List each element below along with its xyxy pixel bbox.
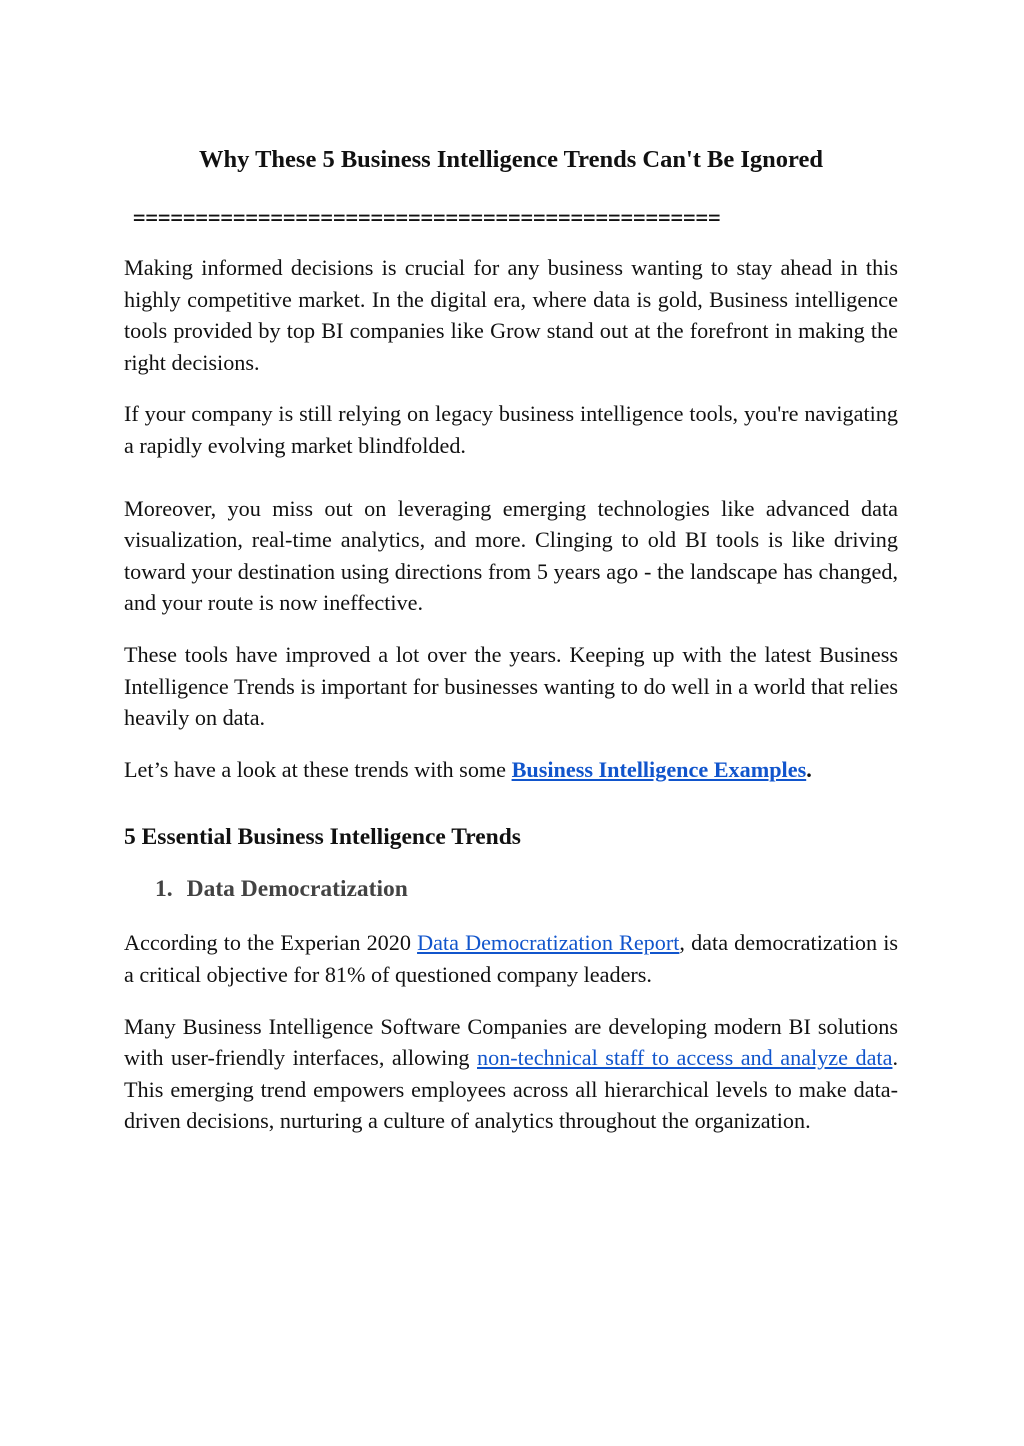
subsection-label: Data Democratization <box>186 876 408 903</box>
non-technical-staff-link[interactable]: non-technical staff to access and analyze data <box>477 1045 893 1071</box>
examples-period: . <box>806 756 812 782</box>
subsection-number: 1. <box>155 876 173 903</box>
software-text-after: . This emerging trend empowers employees across all hierarchical levels to make data-driven decisions, nurturing a culture of analytics throughout the organization. <box>124 1045 898 1134</box>
document-page <box>124 0 898 1137</box>
section-heading: 5 Essential Business Intelligence Trends <box>124 824 521 851</box>
improvement-paragraph: These tools have improved a lot over the years. Keeping up with the latest Business Intelligence Trends is important for businesses wanting to do well in a world that relies heavily on data. <box>124 641 898 731</box>
experian-text-before: According to the Experian 2020 <box>124 930 418 956</box>
software-companies-paragraph <box>124 1011 898 1137</box>
emerging-tech-paragraph: Moreover, you miss out on leveraging emerging technologies like advanced data visualization, real-time analytics, and more. Clinging to old BI tools is like driving toward your destination using directions from 5 years ago - the landscape has changed, and your route is now ineffective. <box>124 495 898 616</box>
examples-text: Let’s have a look at these trends with some <box>124 756 512 782</box>
intro-paragraph: Making informed decisions is crucial for any business wanting to stay ahead in this highly competitive market. In the digital era, where data is gold, Business intelligence tools provided by top BI companies like Grow stand out at the forefront in making the right decisions. <box>124 255 898 375</box>
business-intelligence-examples-link[interactable]: Business Intelligence Examples <box>511 756 807 782</box>
separator-rule: =============================================== <box>133 206 721 231</box>
software-text-before: Many Business Intelligence Software Companies are developing modern BI solutions with user-friendly interfaces, allowing <box>124 1013 898 1071</box>
subsection-heading <box>155 873 898 905</box>
experian-text-after: , data democratization is a critical objective for 81% of questioned company leaders. <box>124 930 898 987</box>
experian-paragraph <box>124 927 898 990</box>
document-title: Why These 5 Business Intelligence Trends Can't Be Ignored <box>199 146 823 173</box>
examples-paragraph <box>124 754 898 786</box>
data-democratization-report-link[interactable]: Data Democratization Report <box>417 930 680 956</box>
legacy-tools-paragraph: If your company is still relying on legacy business intelligence tools, you're navigating a rapidly evolving market blindfolded. <box>124 401 898 458</box>
